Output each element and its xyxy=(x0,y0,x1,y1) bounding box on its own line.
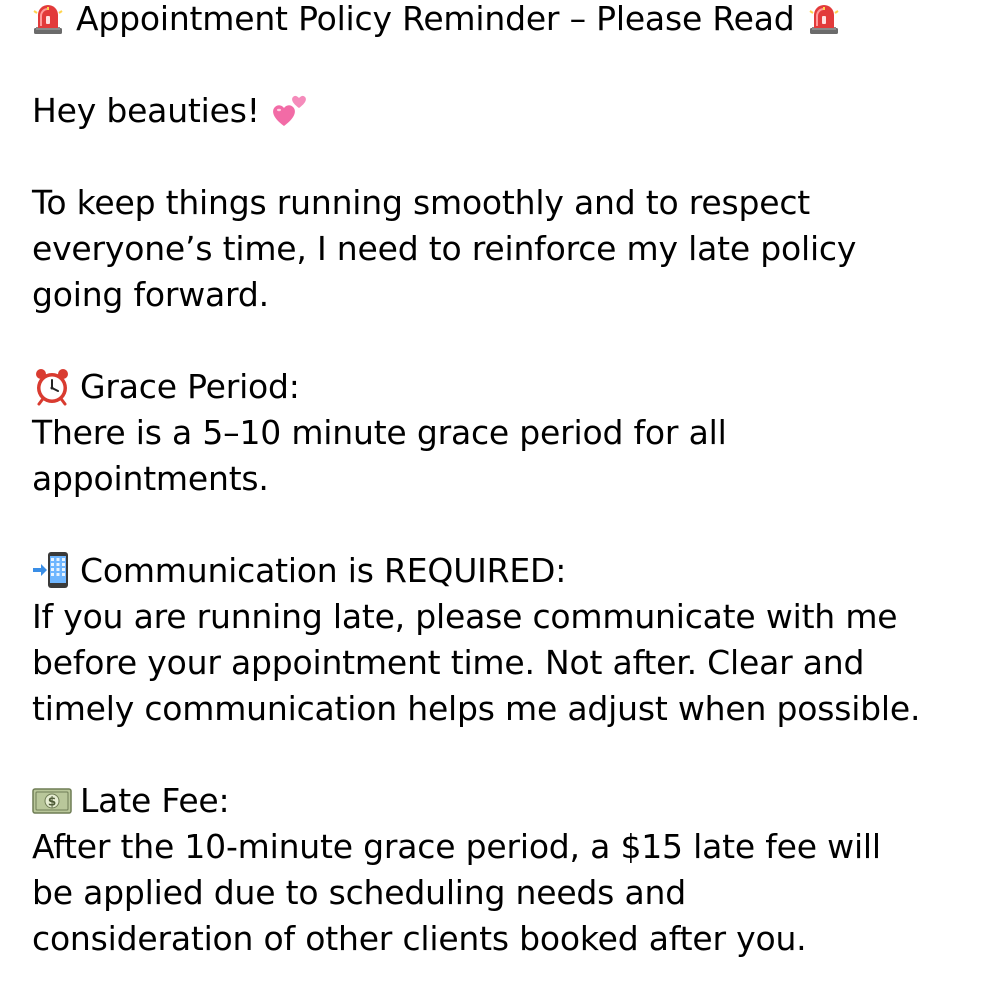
fee-body-line: consideration of other clients booked after you. xyxy=(32,919,807,958)
greeting-text: Hey beauties! xyxy=(32,91,260,130)
rotating-light-icon xyxy=(804,0,844,38)
communication-heading-row xyxy=(32,548,982,594)
fee-heading: Late Fee: xyxy=(80,781,230,820)
dollar-banknote-icon xyxy=(32,780,72,820)
spacer xyxy=(32,318,982,364)
spacer xyxy=(32,502,982,548)
fee-body-line: be applied due to scheduling needs and xyxy=(32,873,686,912)
fee-heading-row xyxy=(32,778,982,824)
policy-post xyxy=(32,0,982,962)
mobile-phone-arrow-icon xyxy=(32,550,72,590)
grace-heading-row xyxy=(32,364,982,410)
communication-body-line: If you are running late, please communicate with me xyxy=(32,597,898,636)
spacer xyxy=(32,732,982,778)
grace-body-line: There is a 5–10 minute grace period for all xyxy=(32,413,727,452)
grace-heading: Grace Period: xyxy=(80,367,300,406)
spacer xyxy=(32,134,982,180)
communication-body-line: before your appointment time. Not after. Clear and xyxy=(32,643,865,682)
greeting-row xyxy=(32,88,982,134)
fee-body-line: After the 10-minute grace period, a $15 late fee will xyxy=(32,827,881,866)
two-hearts-icon xyxy=(270,90,310,130)
post-title-row xyxy=(32,0,982,42)
alarm-clock-icon xyxy=(32,366,72,406)
svg-text:$: $ xyxy=(47,794,57,808)
intro-line: going forward. xyxy=(32,275,269,314)
communication-heading: Communication is REQUIRED: xyxy=(80,551,567,590)
grace-body-line: appointments. xyxy=(32,459,269,498)
post-title: Appointment Policy Reminder – Please Read xyxy=(76,0,795,38)
rotating-light-icon xyxy=(28,0,68,38)
intro-line: To keep things running smoothly and to respect xyxy=(32,183,811,222)
intro-line: everyone’s time, I need to reinforce my late policy xyxy=(32,229,857,268)
spacer xyxy=(32,42,982,88)
communication-body-line: timely communication helps me adjust when possible. xyxy=(32,689,921,728)
